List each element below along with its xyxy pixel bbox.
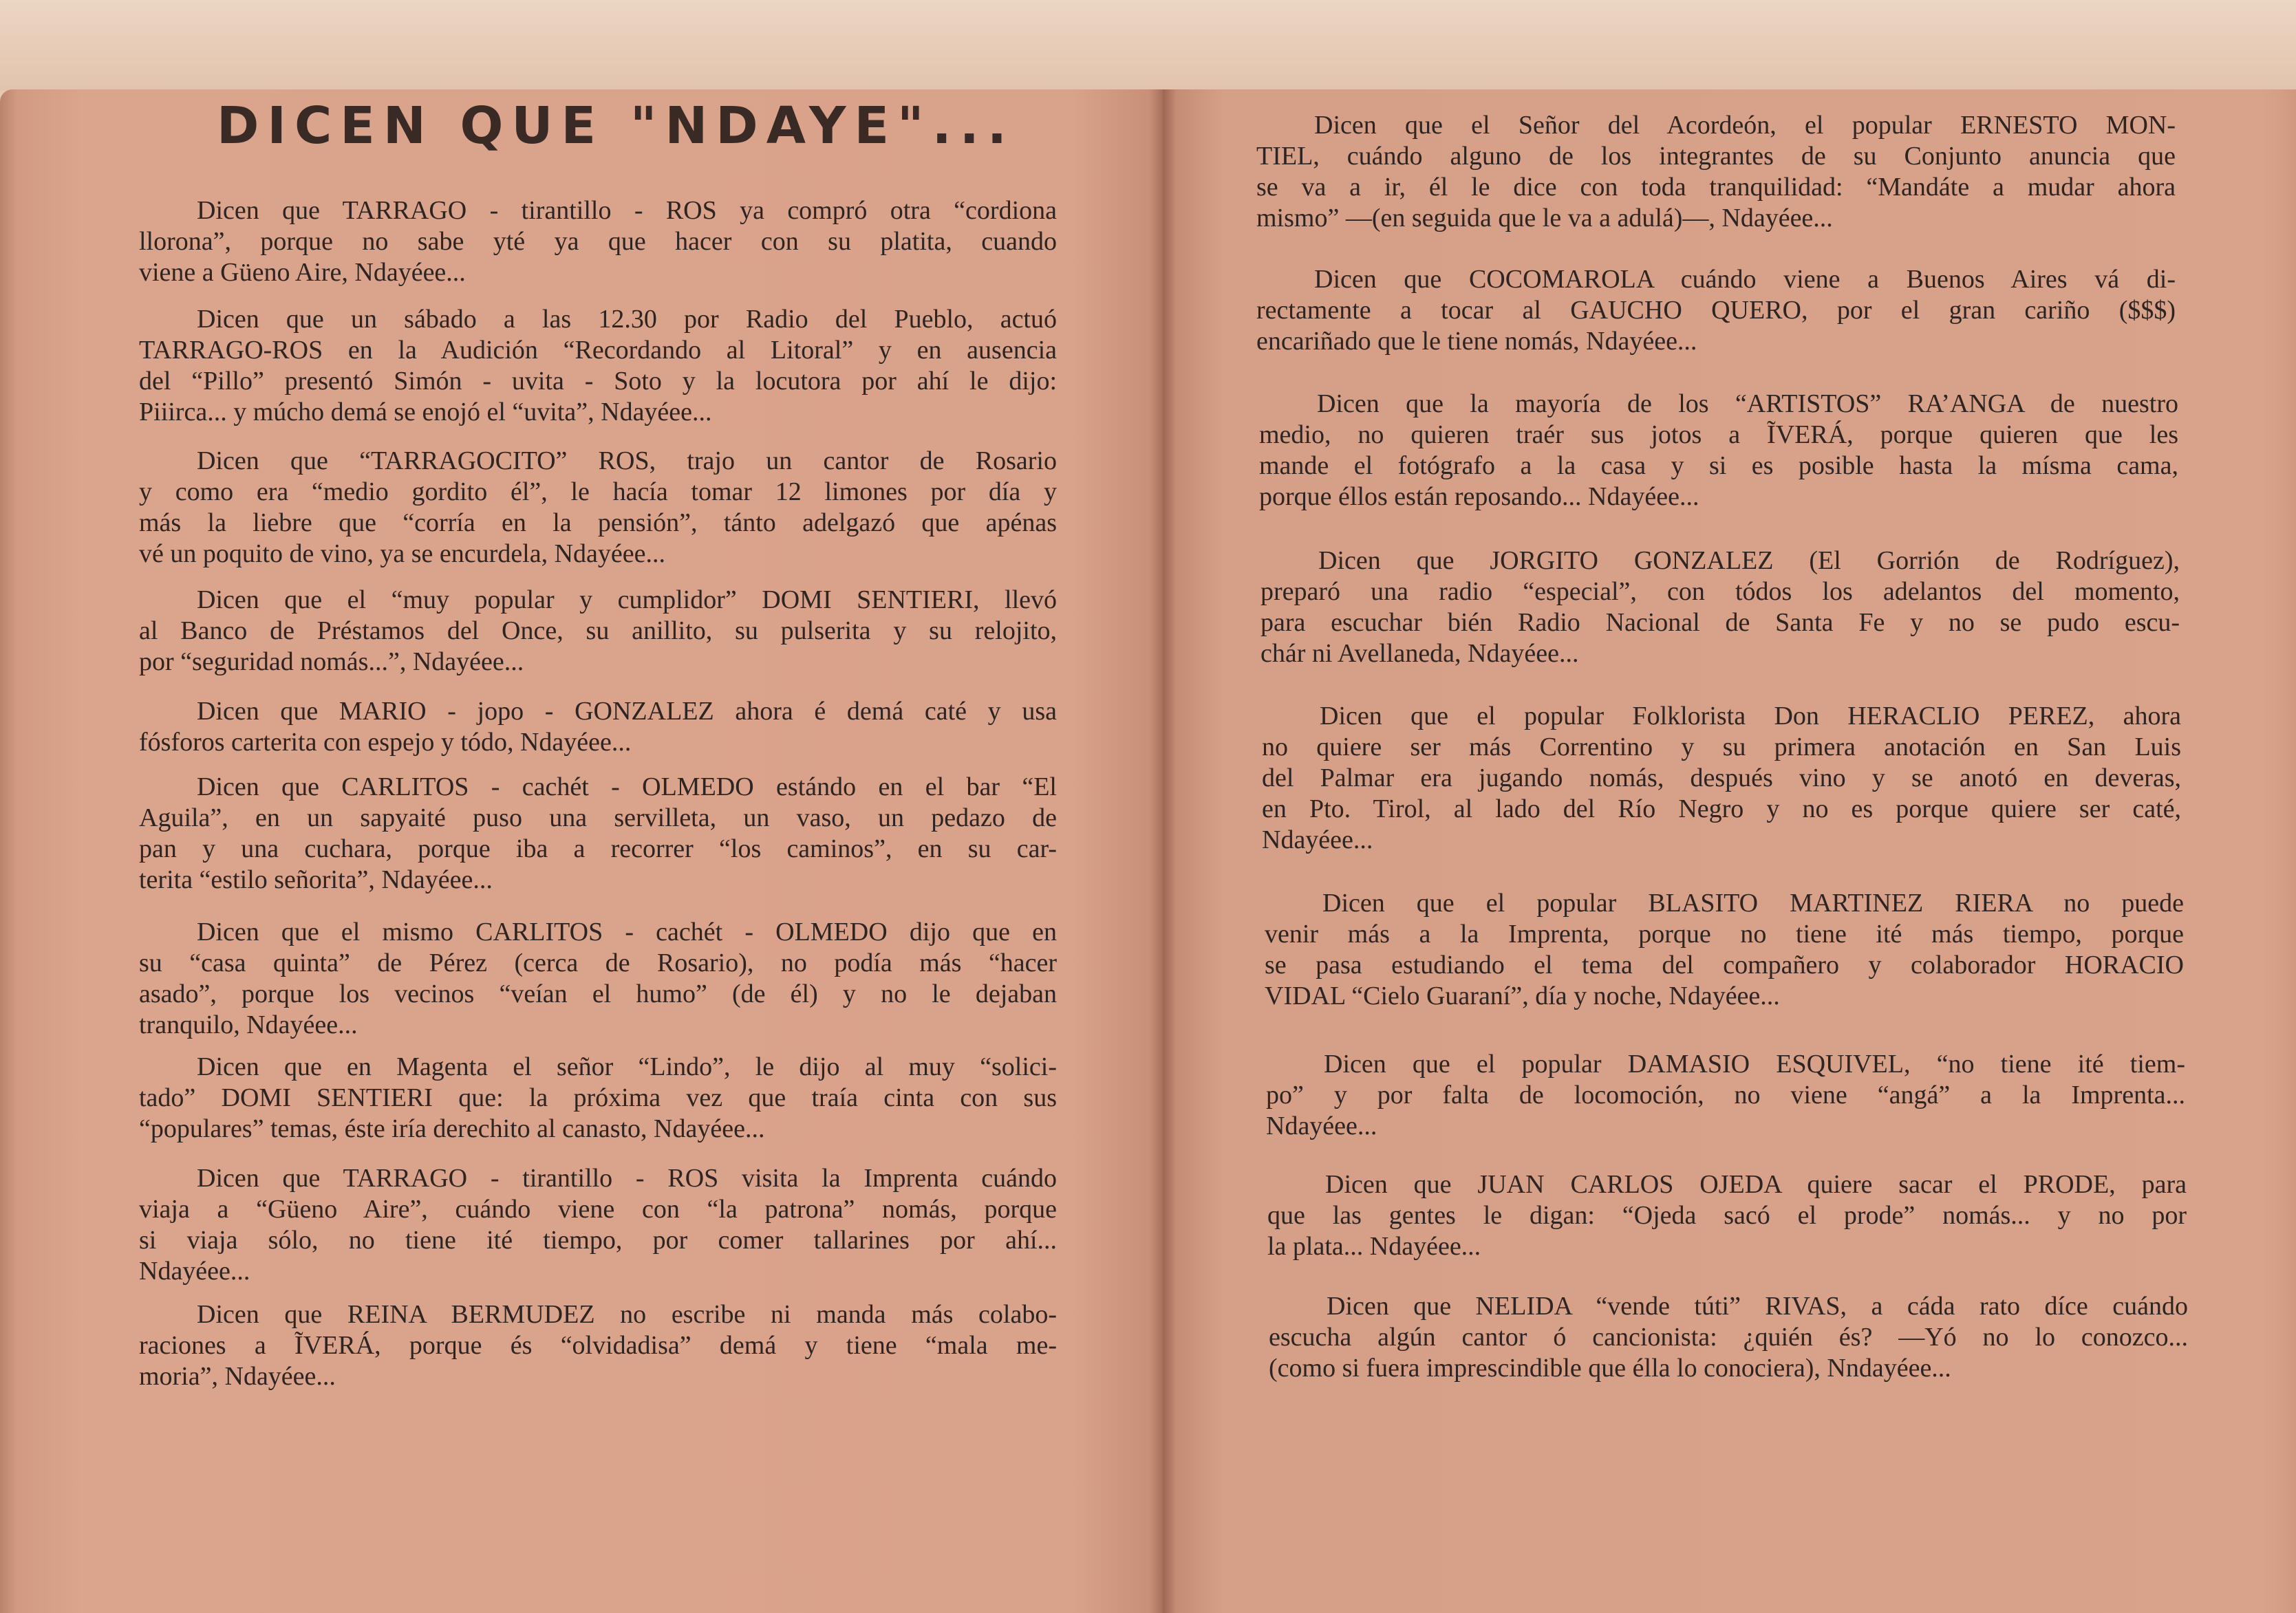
text-line: viaja a “Güeno Aire”, cuándo viene con “la patrona” nomás, porque (139, 1195, 1057, 1224)
text-line: Dicen que REINA BERMUDEZ no escribe ni manda más colabo- (197, 1300, 1057, 1329)
paragraph (1269, 1291, 2188, 1384)
paragraph (139, 696, 1057, 758)
text-line: Dicen que la mayoría de los “ARTISTOS” RA’ANGA de nuestro (1317, 389, 2178, 418)
text-line: Dicen que el “muy popular y cumplidor” DOMI SENTIERI, llevó (197, 585, 1057, 614)
background-surface (0, 0, 2296, 91)
text-line: TIEL, cuándo alguno de los integrantes de su Conjunto anuncia que (1256, 142, 2176, 171)
text-line: Ndayéee... (1262, 825, 1373, 854)
paragraph (1256, 264, 2176, 357)
text-line: no quiere ser más Correntino y su primera anotación en San Luis (1262, 733, 2181, 761)
text-line: Dicen que el mismo CARLITOS - cachét - OLMEDO dijo que en (197, 918, 1057, 946)
text-line: Dicen que TARRAGO - tirantillo - ROS visita la Imprenta cuándo (197, 1164, 1057, 1193)
paragraph (139, 304, 1057, 428)
text-line: chár ni Avellaneda, Ndayéee... (1260, 639, 1579, 668)
text-line: por “seguridad nomás...”, Ndayéee... (139, 647, 524, 676)
text-line: en Pto. Tirol, al lado del Río Negro y no es porque quiere ser caté, (1262, 794, 2181, 823)
text-line: porque éllos están reposando... Ndayéee... (1259, 482, 1699, 511)
text-line: preparó una radio “especial”, con tódos los adelantos del momento, (1260, 577, 2180, 606)
paragraph (1256, 110, 2176, 234)
text-line: vé un poquito de vino, ya se encurdela, Ndayéee... (139, 539, 666, 568)
text-line: Dicen que el popular DAMASIO ESQUIVEL, “no tiene ité tiem- (1324, 1050, 2185, 1079)
paragraph (1262, 701, 2181, 856)
paragraph (139, 195, 1057, 288)
paragraph (139, 1299, 1057, 1392)
paragraph (1260, 545, 2180, 669)
paragraph (139, 772, 1057, 896)
text-line: Dicen que NELIDA “vende túti” RIVAS, a cáda rato díce cuándo (1327, 1292, 2188, 1321)
paragraph (139, 917, 1057, 1041)
text-line: Ndayéee... (1266, 1112, 1377, 1140)
text-line: Dicen que un sábado a las 12.30 por Radio del Pueblo, actuó (197, 305, 1057, 334)
text-line: su “casa quinta” de Pérez (cerca de Rosario), no podía más “hacer (139, 949, 1057, 977)
text-line: que las gentes le digan: “Ojeda sacó el prode” nomás... y no por (1267, 1201, 2187, 1230)
text-line: TARRAGO-ROS en la Audición “Recordando al Litoral” y en ausencia (139, 336, 1057, 365)
text-line: Ndayéee... (139, 1257, 250, 1286)
text-line: la plata... Ndayéee... (1267, 1232, 1481, 1261)
text-line: si viaja sólo, no tiene ité tiempo, por comer tallarines por ahí... (139, 1226, 1057, 1255)
text-line: encariñado que le tiene nomás, Ndayéee... (1256, 327, 1697, 356)
text-line: Dicen que MARIO - jopo - GONZALEZ ahora é demá caté y usa (197, 697, 1057, 726)
text-line: tado” DOMI SENTIERI que: la próxima vez que traía cinta con sus (139, 1083, 1057, 1112)
text-line: se va a ir, él le dice con toda tranquilidad: “Mandáte a mudar ahora (1256, 173, 2176, 202)
paragraph (139, 1052, 1057, 1145)
text-line: escucha algún cantor ó cancionista: ¿quién és? —Yó no lo conozco... (1269, 1323, 2188, 1352)
text-line: Dicen que JORGITO GONZALEZ (El Gorrión de Rodríguez), (1318, 546, 2180, 575)
text-line: Dicen que el popular Folklorista Don HERACLIO PEREZ, ahora (1320, 702, 2181, 730)
text-line: “populares” temas, éste iría derechito al canasto, Ndayéee... (139, 1114, 765, 1143)
text-line: Dicen que en Magenta el señor “Lindo”, le dijo al muy “solici- (197, 1052, 1057, 1081)
text-line: VIDAL “Cielo Guaraní”, día y noche, Ndayéee... (1265, 982, 1780, 1010)
text-line: Dicen que COCOMAROLA cuándo viene a Buenos Aires vá di- (1314, 265, 2176, 294)
paragraph (139, 585, 1057, 678)
text-line: Piiirca... y múcho demá se enojó el “uvita”, Ndayéee... (139, 398, 712, 426)
text-line: Dicen que el Señor del Acordeón, el popular ERNESTO MON- (1314, 111, 2176, 140)
text-line: asado”, porque los vecinos “veían el humo” (de él) y no le dejaban (139, 979, 1057, 1008)
text-line: Dicen que JUAN CARLOS OJEDA quiere sacar el PRODE, para (1325, 1170, 2187, 1199)
text-line: medio, no quieren traér sus jotos a ĨVERÁ, porque quieren que les (1259, 420, 2178, 449)
text-line: rectamente a tocar al GAUCHO QUERO, por el gran cariño ($$$) (1256, 296, 2176, 325)
text-line: po” y por falta de locomoción, no viene “angá” a la Imprenta... (1266, 1081, 2185, 1109)
text-line: terita “estilo señorita”, Ndayéee... (139, 865, 493, 894)
text-line: del Palmar era jugando nomás, después vino y se anotó en deveras, (1262, 764, 2181, 792)
text-line: para escuchar bién Radio Nacional de Santa Fe y no se pudo escu- (1260, 608, 2180, 637)
paragraph (139, 1163, 1057, 1287)
text-line: Dicen que el popular BLASITO MARTINEZ RIERA no puede (1322, 889, 2184, 918)
paragraph (1267, 1169, 2187, 1262)
paragraph (1266, 1049, 2185, 1142)
text-line: Aguila”, en un sapyaité puso una servilleta, un vaso, un pedazo de (139, 803, 1057, 832)
text-line: y como era “medio gordito él”, le hacía tomar 12 limones por día y (139, 477, 1057, 506)
text-line: Dicen que CARLITOS - cachét - OLMEDO estándo en el bar “El (197, 772, 1057, 801)
text-line: Dicen que TARRAGO - tirantillo - ROS ya compró otra “cordiona (197, 196, 1057, 225)
text-line: más la liebre que “corría en la pensión”, tánto adelgazó que apénas (139, 508, 1057, 537)
paragraph (1265, 888, 2184, 1012)
paragraph (1259, 389, 2178, 512)
text-line: se pasa estudiando el tema del compañero y colaborador HORACIO (1265, 951, 2184, 979)
text-line: al Banco de Préstamos del Once, su anillito, su pulserita y su relojito, (139, 616, 1057, 645)
text-line: fósforos carterita con espejo y tódo, Ndayéee... (139, 728, 632, 757)
text-line: Dicen que “TARRAGOCITO” ROS, trajo un cantor de Rosario (197, 446, 1057, 475)
text-line: mismo” —(en seguida que le va a adulá)—, Ndayéee... (1256, 204, 1833, 232)
text-line: llorona”, porque no sabe yté ya que hacer con su platita, cuando (139, 227, 1057, 256)
text-line: del “Pillo” presentó Simón - uvita - Soto y la locutora por ahí le dijo: (139, 367, 1057, 396)
text-line: (como si fuera imprescindible que élla lo conociera), Nndayéee... (1269, 1354, 1951, 1383)
text-line: mande el fotógrafo a la casa y si es posible hasta la mísma cama, (1259, 451, 2178, 480)
paragraph (139, 446, 1057, 570)
text-line: raciones a ĨVERÁ, porque és “olvidadisa” demá y tiene “mala me- (139, 1331, 1057, 1360)
text-line: pan y una cuchara, porque iba a recorrer “los caminos”, en su car- (139, 834, 1057, 863)
text-line: venir más a la Imprenta, porque no tiene ité más tiempo, porque (1265, 920, 2184, 949)
page-title: DICEN QUE "NDAYE"... (217, 96, 1015, 155)
text-line: moria”, Ndayéee... (139, 1362, 336, 1391)
text-line: viene a Güeno Aire, Ndayéee... (139, 258, 466, 287)
text-line: tranquilo, Ndayéee... (139, 1010, 358, 1039)
